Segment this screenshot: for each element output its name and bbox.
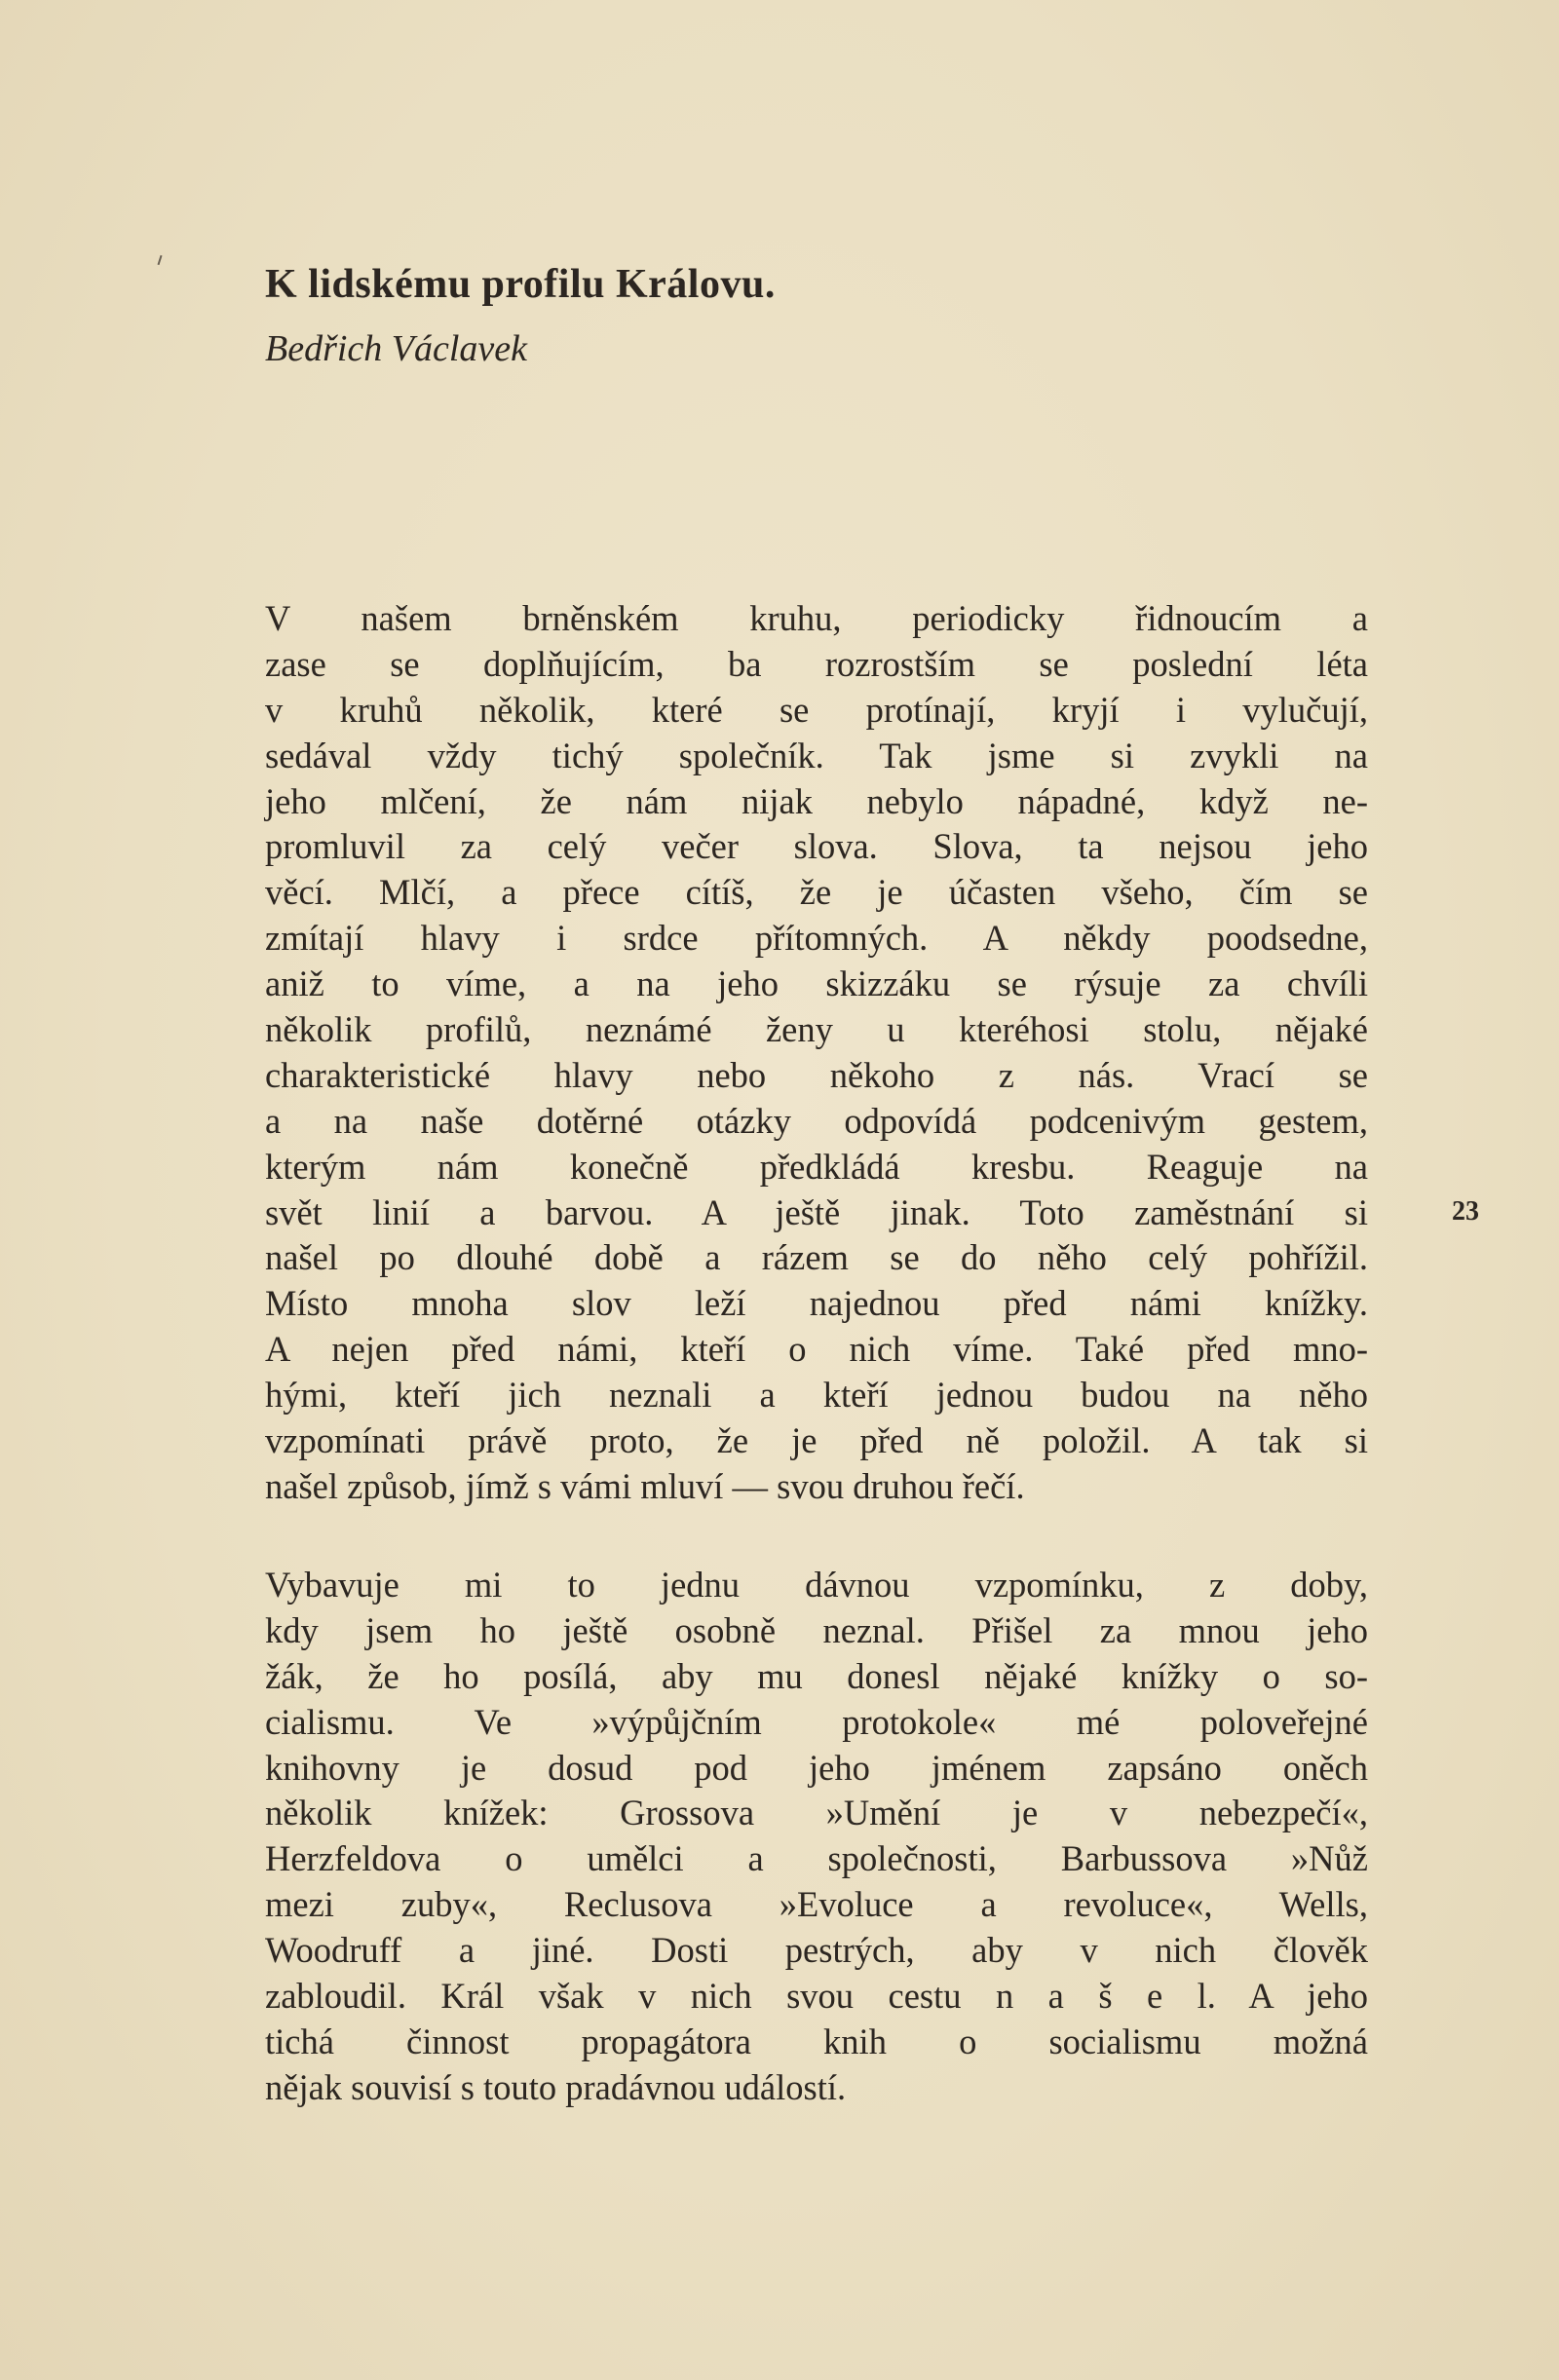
text-line: několik knížek: Grossova »Umění je v nebezpečí«,: [265, 1793, 1368, 1833]
paragraph-2: [265, 1563, 1368, 2111]
text-line: svět linií a barvou. A ještě jinak. Toto zaměstnání si: [265, 1191, 1368, 1232]
text-line: zase se doplňujícím, ba rozrostším se poslední léta: [265, 643, 1368, 684]
text-line: jeho mlčení, že nám nijak nebylo nápadné, když ne-: [265, 780, 1368, 821]
text-line: věcí. Mlčí, a přece cítíš, že je účasten všeho, čím se: [265, 872, 1368, 913]
text-line: v kruhů několik, které se protínají, kryjí i vylučují,: [265, 689, 1368, 730]
page-number: 23: [1452, 1196, 1479, 1227]
text-line: našel po dlouhé době a rázem se do něho celý pohřížil.: [265, 1237, 1368, 1278]
text-line: knihovny je dosud pod jeho jménem zapsáno oněch: [265, 1747, 1368, 1788]
text-line: Místo mnoha slov leží najednou před námi knížky.: [265, 1283, 1368, 1324]
text-line: zmítají hlavy i srdce přítomných. A někdy poodsedne,: [265, 918, 1368, 959]
text-line: několik profilů, neznámé ženy u kteréhosi stolu, nějaké: [265, 1009, 1368, 1050]
stray-ink-mark: [158, 255, 163, 265]
text-line: nějak souvisí s touto pradávnou událostí.: [265, 2066, 847, 2107]
text-line: V našem brněnském kruhu, periodicky řidnoucím a: [265, 598, 1368, 638]
article-title: K lidskému profilu Královu.: [265, 262, 776, 307]
text-line: žák, že ho posílá, aby mu donesl nějaké knížky o so-: [265, 1655, 1368, 1696]
text-line: Herzfeldova o umělci a společnosti, Barbussova »Nůž: [265, 1838, 1368, 1879]
text-line: aniž to víme, a na jeho skizzáku se rýsuje za chvíli: [265, 963, 1368, 1004]
text-line: promluvil za celý večer slova. Slova, ta nejsou jeho: [265, 826, 1368, 867]
text-line: hými, kteří jich neznali a kteří jednou budou na něho: [265, 1375, 1368, 1416]
article-author: Bedřich Václavek: [265, 328, 528, 369]
text-line: zabloudil. Král však v nich svou cestu n a š e l. A jeho: [265, 1976, 1368, 2017]
text-line: vzpomínati právě proto, že je před ně položil. A tak si: [265, 1420, 1368, 1461]
text-line: kdy jsem ho ještě osobně neznal. Přišel za mnou jeho: [265, 1609, 1368, 1650]
text-line: tichá činnost propagátora knih o socialismu možná: [265, 2021, 1368, 2061]
text-line: A nejen před námi, kteří o nich víme. Také před mno-: [265, 1329, 1368, 1370]
paragraph-1: [265, 596, 1368, 1510]
text-line: charakteristické hlavy nebo někoho z nás. Vrací se: [265, 1054, 1368, 1095]
text-line: kterým nám konečně předkládá kresbu. Reaguje na: [265, 1146, 1368, 1187]
text-line: a na naše dotěrné otázky odpovídá podcenivým gestem,: [265, 1100, 1368, 1141]
text-line: mezi zuby«, Reclusova »Evoluce a revoluce«, Wells,: [265, 1884, 1368, 1925]
text-line: sedával vždy tichý společník. Tak jsme si zvykli na: [265, 735, 1368, 775]
text-line: Vybavuje mi to jednu dávnou vzpomínku, z doby,: [265, 1565, 1368, 1605]
text-line: našel způsob, jímž s vámi mluví — svou druhou řečí.: [265, 1465, 1025, 1506]
text-line: Woodruff a jiné. Dosti pestrých, aby v nich člověk: [265, 1930, 1368, 1971]
text-line: cialismu. Ve »výpůjčním protokole« mé poloveřejné: [265, 1701, 1368, 1742]
